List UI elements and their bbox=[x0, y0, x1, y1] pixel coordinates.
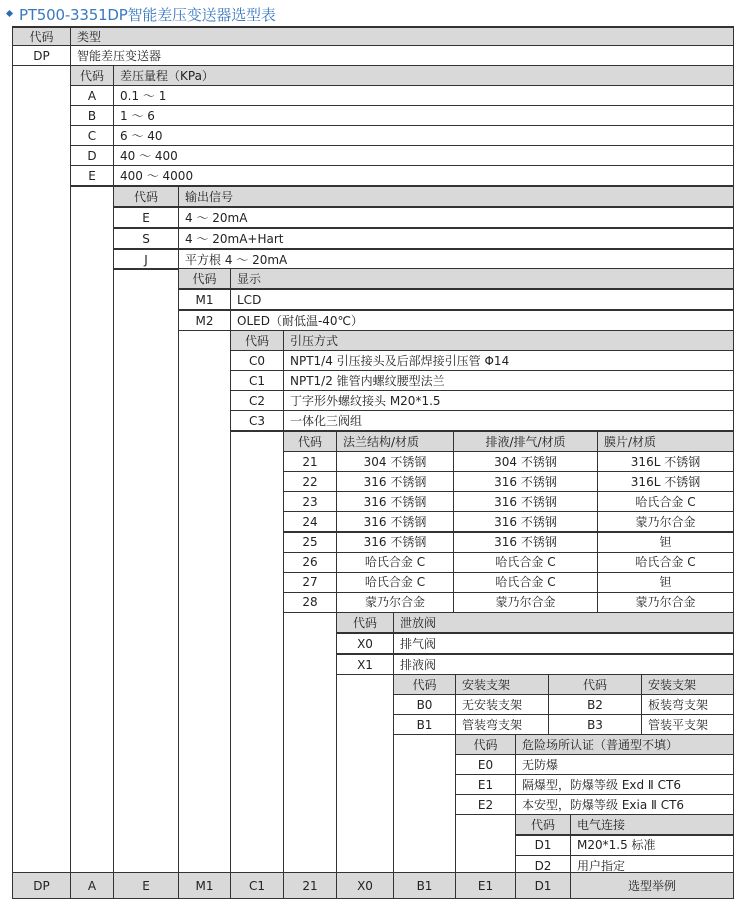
bracket-header-label: 安装支架 bbox=[455, 674, 549, 695]
output-option-code: E bbox=[113, 207, 179, 228]
display-header-code: 代码 bbox=[178, 268, 231, 289]
material-row-flange: 哈氏合金 C bbox=[336, 572, 454, 593]
explosion-option-value: 隔爆型，防爆等级 Exd Ⅱ CT6 bbox=[515, 774, 734, 795]
material-row-code: 21 bbox=[283, 451, 337, 472]
explosion-option-value: 本安型，防爆等级 Exia Ⅱ CT6 bbox=[515, 794, 734, 815]
material-row-diaphragm: 蒙乃尔合金 bbox=[597, 511, 734, 532]
range-option-code: B bbox=[70, 105, 114, 126]
bracket-row-code: B0 bbox=[393, 694, 456, 715]
vent-header-label: 泄放阀 bbox=[393, 612, 734, 633]
output-option-value: 4 ～ 20mA bbox=[178, 207, 734, 228]
vent-option-value: 排液阀 bbox=[393, 654, 734, 675]
pressure-header-code: 代码 bbox=[230, 330, 284, 351]
level-frame-display bbox=[178, 330, 231, 873]
level-frame-range bbox=[70, 186, 114, 873]
electrical-header-code: 代码 bbox=[515, 814, 571, 835]
material-header-code: 代码 bbox=[283, 431, 337, 452]
material-header-flange: 法兰结构/材质 bbox=[336, 431, 454, 452]
range-header-code: 代码 bbox=[70, 65, 114, 86]
display-option-value: OLED（耐低温-40℃） bbox=[230, 310, 734, 331]
output-option-code: S bbox=[113, 228, 179, 249]
level-frame-output bbox=[113, 268, 179, 873]
display-option-value: LCD bbox=[230, 289, 734, 310]
material-row-diaphragm: 钽 bbox=[597, 532, 734, 553]
display-option-code: M2 bbox=[178, 310, 231, 331]
pressure-option-code: C2 bbox=[230, 390, 284, 411]
model-code-cell: DP bbox=[12, 45, 71, 66]
bracket-header-label2: 安装支架 bbox=[641, 674, 734, 695]
material-row-drain: 316 不锈钢 bbox=[453, 511, 598, 532]
electrical-option-code: D1 bbox=[515, 835, 571, 856]
range-option-code: E bbox=[70, 165, 114, 186]
material-row-flange: 哈氏合金 C bbox=[336, 552, 454, 573]
output-header-label: 输出信号 bbox=[178, 186, 734, 207]
material-row-flange: 316 不锈钢 bbox=[336, 511, 454, 532]
output-option-value: 4 ～ 20mA+Hart bbox=[178, 228, 734, 249]
bracket-row-code2: B3 bbox=[548, 714, 642, 735]
range-option-code: C bbox=[70, 125, 114, 146]
material-row-drain: 316 不锈钢 bbox=[453, 491, 598, 512]
level-frame-explosion bbox=[455, 814, 516, 873]
pressure-header-label: 引压方式 bbox=[283, 330, 734, 351]
material-row-flange: 316 不锈钢 bbox=[336, 491, 454, 512]
bracket-row-value: 管装弯支架 bbox=[455, 714, 549, 735]
material-row-code: 24 bbox=[283, 511, 337, 532]
material-row-code: 28 bbox=[283, 592, 337, 613]
pressure-option-code: C3 bbox=[230, 410, 284, 431]
example-code-cell: M1 bbox=[178, 872, 231, 899]
page-title: PT500-3351DP智能差压变送器选型表 bbox=[19, 6, 276, 24]
bracket-row-code: B1 bbox=[393, 714, 456, 735]
range-option-code: D bbox=[70, 145, 114, 166]
material-row-drain: 蒙乃尔合金 bbox=[453, 592, 598, 613]
material-row-flange: 316 不锈钢 bbox=[336, 471, 454, 492]
vent-option-value: 排气阀 bbox=[393, 633, 734, 654]
material-row-flange: 蒙乃尔合金 bbox=[336, 592, 454, 613]
example-label-cell: 选型举例 bbox=[570, 872, 734, 899]
example-code-cell: C1 bbox=[230, 872, 284, 899]
material-row-code: 23 bbox=[283, 491, 337, 512]
material-row-drain: 316 不锈钢 bbox=[453, 471, 598, 492]
header-code-cell: 代码 bbox=[12, 27, 71, 46]
material-row-flange: 316 不锈钢 bbox=[336, 532, 454, 553]
output-option-value: 平方根 4 ～ 20mA bbox=[178, 249, 734, 270]
pressure-option-value: 丁字形外螺纹接头 M20*1.5 bbox=[283, 390, 734, 411]
example-code-cell: B1 bbox=[393, 872, 456, 899]
level-frame-model bbox=[12, 45, 71, 873]
material-header-drain: 排液/排气/材质 bbox=[453, 431, 598, 452]
title-bar bbox=[0, 0, 750, 26]
material-row-drain: 316 不锈钢 bbox=[453, 532, 598, 553]
bracket-row-value2: 管装平支架 bbox=[641, 714, 734, 735]
electrical-option-value: 用户指定 bbox=[570, 855, 734, 876]
output-option-code: J bbox=[113, 249, 179, 270]
explosion-option-code: E0 bbox=[455, 754, 516, 775]
range-header-label: 差压量程（KPa） bbox=[113, 65, 734, 86]
range-option-value: 1 ～ 6 bbox=[113, 105, 734, 126]
bracket-row-code2: B2 bbox=[548, 694, 642, 715]
material-row-diaphragm: 蒙乃尔合金 bbox=[597, 592, 734, 613]
electrical-option-value: M20*1.5 标准 bbox=[570, 835, 734, 856]
material-row-code: 22 bbox=[283, 471, 337, 492]
level-frame-bracket bbox=[393, 734, 456, 873]
display-option-code: M1 bbox=[178, 289, 231, 310]
material-row-diaphragm: 钽 bbox=[597, 572, 734, 593]
material-row-diaphragm: 哈氏合金 C bbox=[597, 552, 734, 573]
material-row-diaphragm: 316L 不锈钢 bbox=[597, 451, 734, 472]
pressure-option-code: C0 bbox=[230, 350, 284, 371]
explosion-header-label: 危险场所认证（普通型不填） bbox=[515, 734, 734, 755]
electrical-header-label: 电气连接 bbox=[570, 814, 734, 835]
output-header-code: 代码 bbox=[113, 186, 179, 207]
pressure-option-value: NPT1/4 引压接头及后部焊接引压管 Φ14 bbox=[283, 350, 734, 371]
electrical-option-code: D2 bbox=[515, 855, 571, 876]
bracket-row-value: 无安装支架 bbox=[455, 694, 549, 715]
example-code-cell: E bbox=[113, 872, 179, 899]
explosion-option-code: E2 bbox=[455, 794, 516, 815]
explosion-option-value: 无防爆 bbox=[515, 754, 734, 775]
material-row-drain: 哈氏合金 C bbox=[453, 572, 598, 593]
example-code-cell: X0 bbox=[336, 872, 394, 899]
explosion-header-code: 代码 bbox=[455, 734, 516, 755]
range-option-value: 400 ～ 4000 bbox=[113, 165, 734, 186]
vent-header-code: 代码 bbox=[336, 612, 394, 633]
range-option-value: 6 ～ 40 bbox=[113, 125, 734, 146]
level-frame-vent bbox=[336, 674, 394, 873]
model-name-cell: 智能差压变送器 bbox=[70, 45, 734, 66]
level-frame-pressure bbox=[230, 431, 284, 873]
example-code-cell: 21 bbox=[283, 872, 337, 899]
material-row-flange: 304 不锈钢 bbox=[336, 451, 454, 472]
material-row-code: 25 bbox=[283, 532, 337, 553]
level-frame-material bbox=[283, 612, 337, 873]
material-row-diaphragm: 316L 不锈钢 bbox=[597, 471, 734, 492]
example-code-cell: DP bbox=[12, 872, 71, 899]
pressure-option-value: 一体化三阀组 bbox=[283, 410, 734, 431]
table-top-border bbox=[12, 26, 734, 28]
range-option-value: 0.1 ～ 1 bbox=[113, 85, 734, 106]
vent-option-code: X0 bbox=[336, 633, 394, 654]
material-row-drain: 304 不锈钢 bbox=[453, 451, 598, 472]
bracket-row-value2: 板装弯支架 bbox=[641, 694, 734, 715]
pressure-option-value: NPT1/2 锥管内螺纹腰型法兰 bbox=[283, 370, 734, 391]
display-header-label: 显示 bbox=[230, 268, 734, 289]
bracket-header-code: 代码 bbox=[393, 674, 456, 695]
material-row-diaphragm: 哈氏合金 C bbox=[597, 491, 734, 512]
material-row-code: 26 bbox=[283, 552, 337, 573]
material-header-diaphragm: 膜片/材质 bbox=[597, 431, 734, 452]
example-code-cell: A bbox=[70, 872, 114, 899]
range-option-code: A bbox=[70, 85, 114, 106]
header-type-cell: 类型 bbox=[70, 27, 734, 46]
material-row-drain: 哈氏合金 C bbox=[453, 552, 598, 573]
example-code-cell: D1 bbox=[515, 872, 571, 899]
range-option-value: 40 ～ 400 bbox=[113, 145, 734, 166]
vent-option-code: X1 bbox=[336, 654, 394, 675]
bracket-header-code2: 代码 bbox=[548, 674, 642, 695]
pressure-option-code: C1 bbox=[230, 370, 284, 391]
explosion-option-code: E1 bbox=[455, 774, 516, 795]
material-row-code: 27 bbox=[283, 572, 337, 593]
example-code-cell: E1 bbox=[455, 872, 516, 899]
diamond-bullet-icon bbox=[6, 10, 13, 17]
